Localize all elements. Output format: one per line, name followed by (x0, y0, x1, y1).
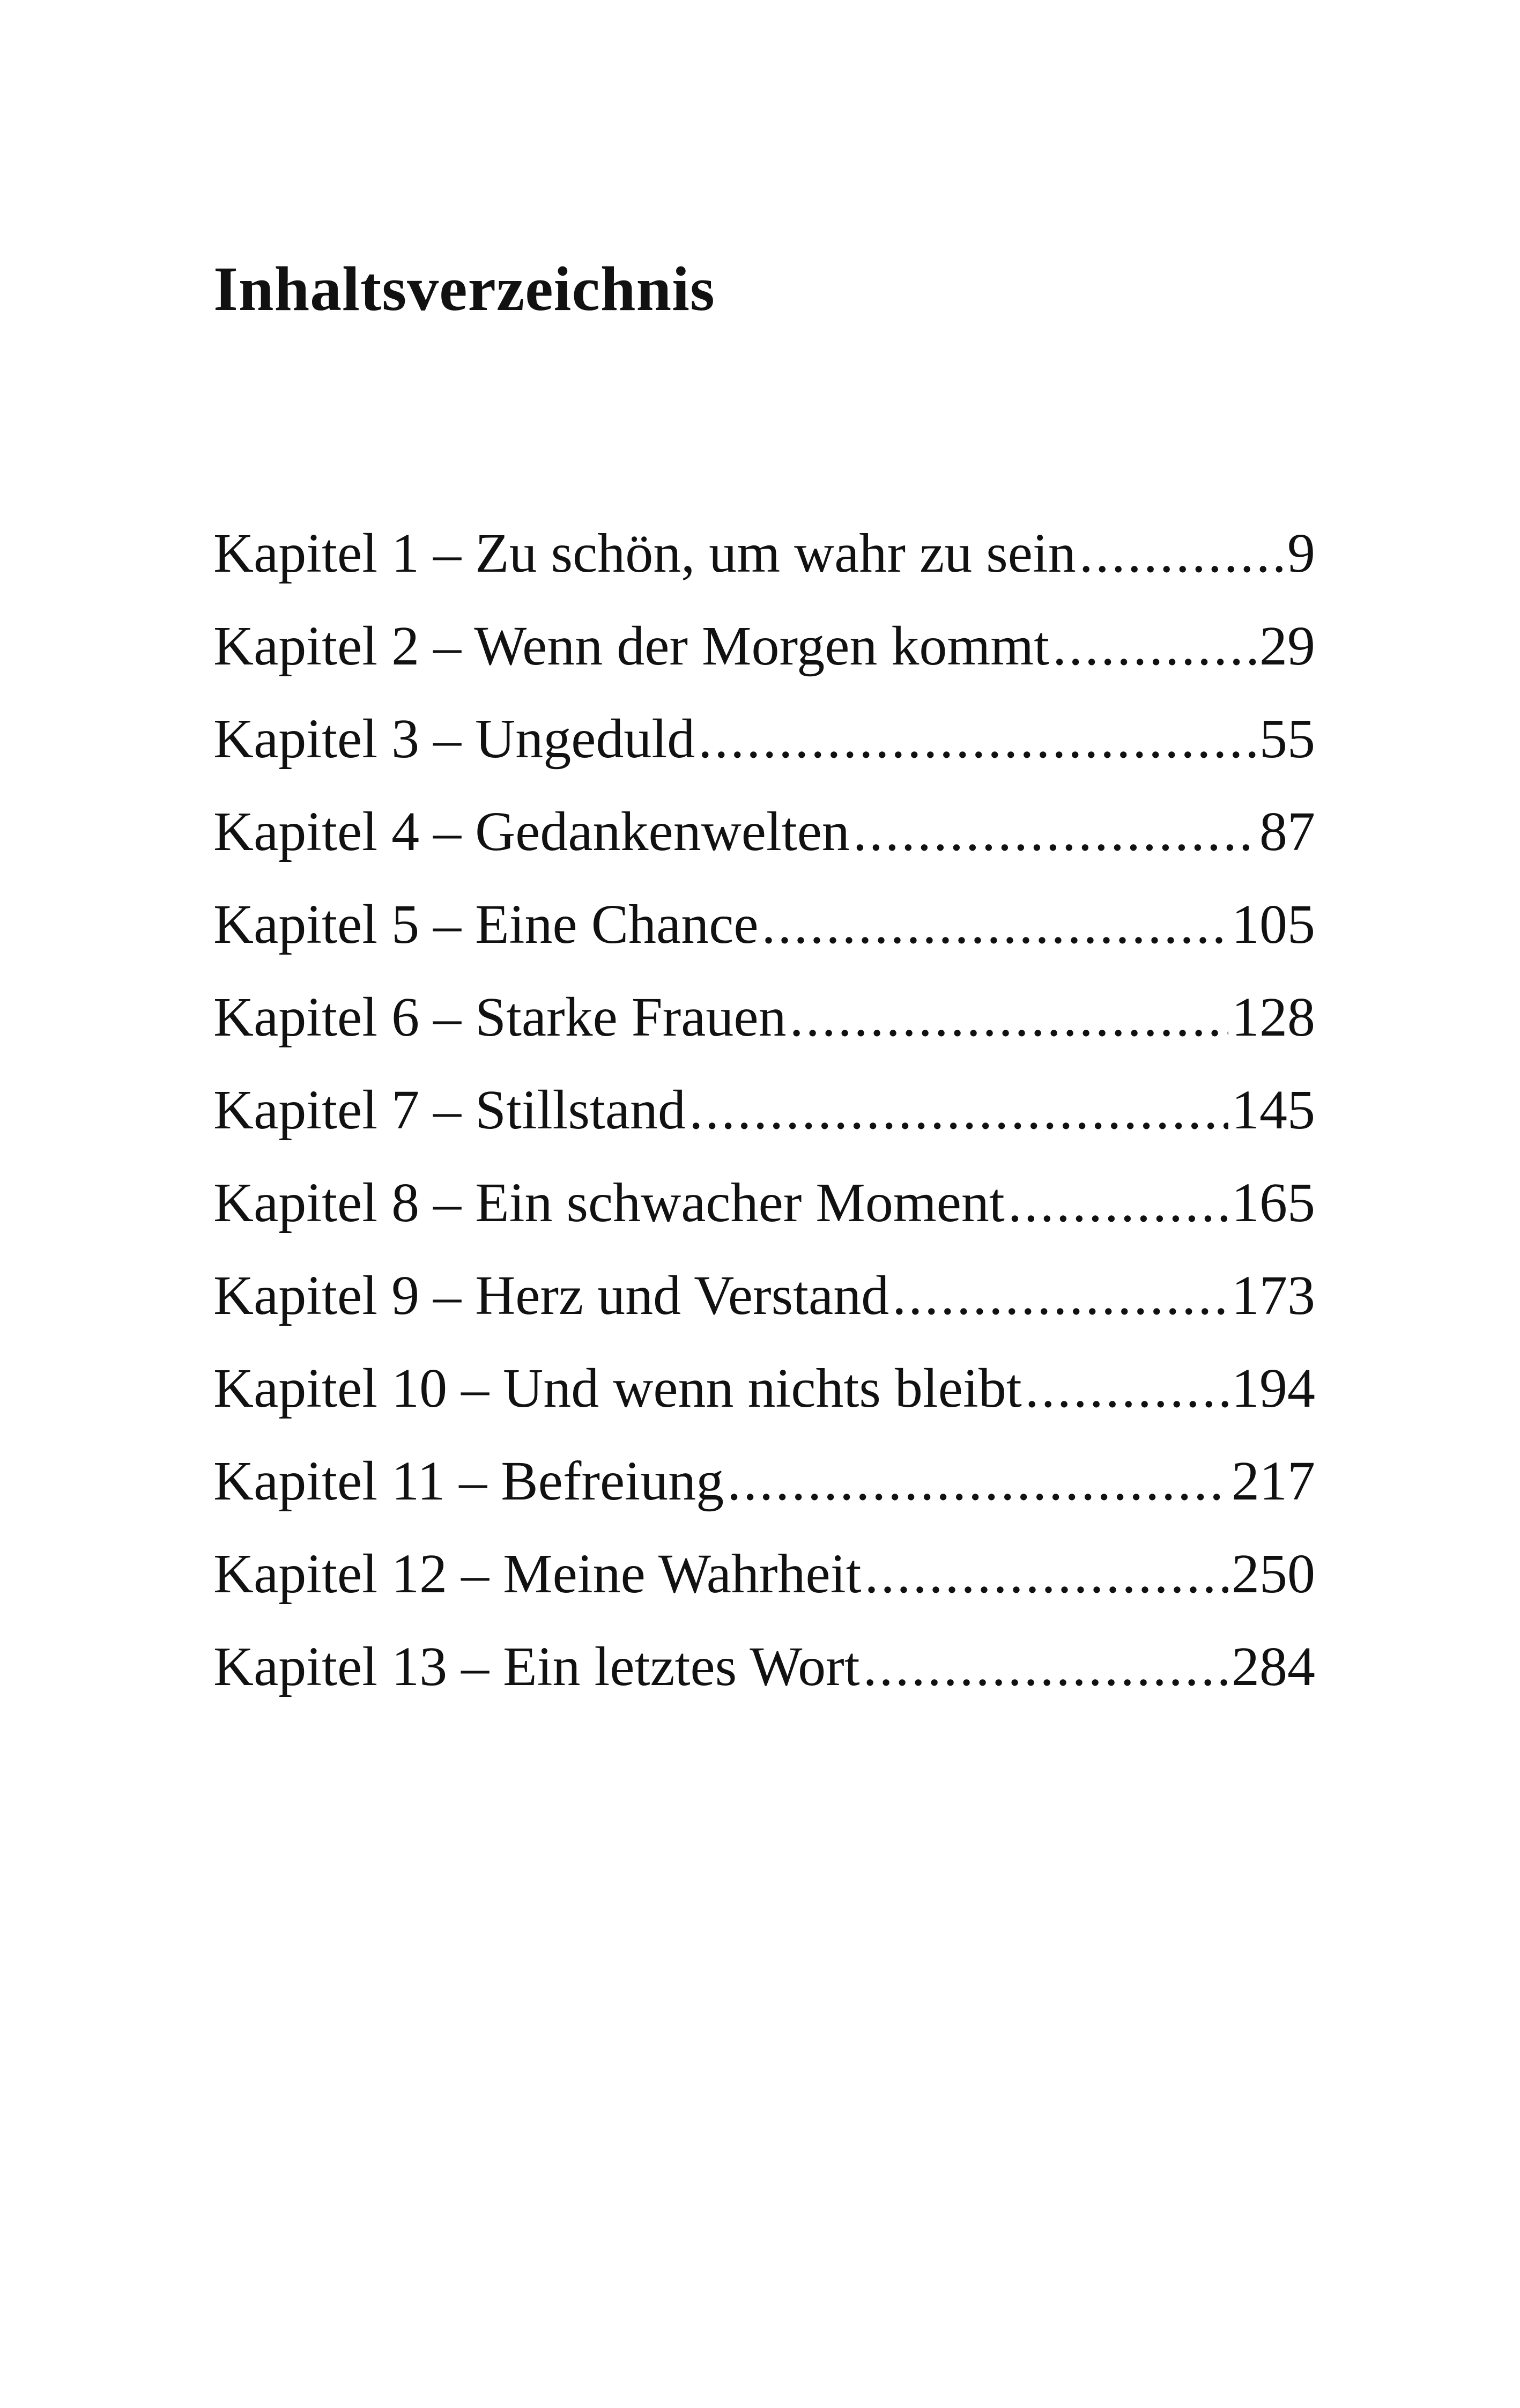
toc-entry-page: 194 (1232, 1357, 1315, 1419)
toc-entry-label: Kapitel 13 – Ein letztes Wort (213, 1636, 860, 1697)
dot-leader (863, 1620, 1228, 1713)
toc-entry-label: Kapitel 2 – Wenn der Morgen kommt (213, 615, 1050, 677)
toc-entry[interactable] (213, 600, 1315, 692)
dot-leader (892, 1249, 1228, 1342)
dot-leader (853, 785, 1256, 878)
toc-entry[interactable] (213, 878, 1315, 971)
toc-entry[interactable] (213, 692, 1315, 785)
toc-entry-page: 284 (1232, 1636, 1315, 1697)
toc-entry-page: 250 (1232, 1543, 1315, 1605)
toc-entry-page: 87 (1259, 801, 1315, 862)
toc-title: Inhaltsverzeichnis (213, 254, 715, 324)
toc-entry-label: Kapitel 6 – Starke Frauen (213, 986, 787, 1048)
toc-entry-label: Kapitel 5 – Eine Chance (213, 893, 759, 955)
toc-entry[interactable] (213, 1063, 1315, 1156)
toc-entry[interactable] (213, 1156, 1315, 1249)
toc-list (213, 507, 1315, 1713)
toc-entry-label: Kapitel 11 – Befreiung (213, 1450, 724, 1512)
toc-entry[interactable] (213, 1249, 1315, 1342)
dot-leader (762, 878, 1228, 971)
toc-entry-label: Kapitel 8 – Ein schwacher Moment (213, 1172, 1005, 1233)
toc-entry-label: Kapitel 4 – Gedankenwelten (213, 801, 850, 862)
toc-entry-label: Kapitel 1 – Zu schön, um wahr zu sein (213, 522, 1076, 584)
dot-leader (790, 971, 1228, 1063)
toc-entry[interactable] (213, 971, 1315, 1063)
toc-entry-page: 217 (1232, 1450, 1315, 1512)
toc-entry-label: Kapitel 7 – Stillstand (213, 1079, 686, 1141)
toc-entry-page: 9 (1287, 522, 1315, 584)
toc-entry-page: 145 (1232, 1079, 1315, 1141)
dot-leader (1052, 600, 1256, 692)
toc-entry-label: Kapitel 3 – Ungeduld (213, 708, 695, 770)
dot-leader (1079, 507, 1284, 600)
toc-entry-page: 173 (1232, 1265, 1315, 1326)
toc-entry[interactable] (213, 1342, 1315, 1435)
toc-entry[interactable] (213, 1620, 1315, 1713)
toc-entry[interactable] (213, 785, 1315, 878)
toc-entry-page: 105 (1232, 893, 1315, 955)
toc-entry-page: 55 (1259, 708, 1315, 770)
toc-entry-label: Kapitel 10 – Und wenn nichts bleibt (213, 1357, 1022, 1419)
dot-leader (698, 692, 1256, 785)
toc-entry-label: Kapitel 12 – Meine Wahrheit (213, 1543, 862, 1605)
dot-leader (1008, 1156, 1228, 1249)
toc-entry[interactable] (213, 507, 1315, 600)
toc-entry-label: Kapitel 9 – Herz und Verstand (213, 1265, 889, 1326)
toc-entry-page: 165 (1232, 1172, 1315, 1233)
toc-entry-page: 128 (1232, 986, 1315, 1048)
dot-leader (865, 1527, 1229, 1620)
toc-entry[interactable] (213, 1527, 1315, 1620)
dot-leader (689, 1063, 1228, 1156)
toc-entry[interactable] (213, 1435, 1315, 1527)
dot-leader (727, 1435, 1228, 1527)
toc-entry-page: 29 (1259, 615, 1315, 677)
dot-leader (1025, 1342, 1228, 1435)
